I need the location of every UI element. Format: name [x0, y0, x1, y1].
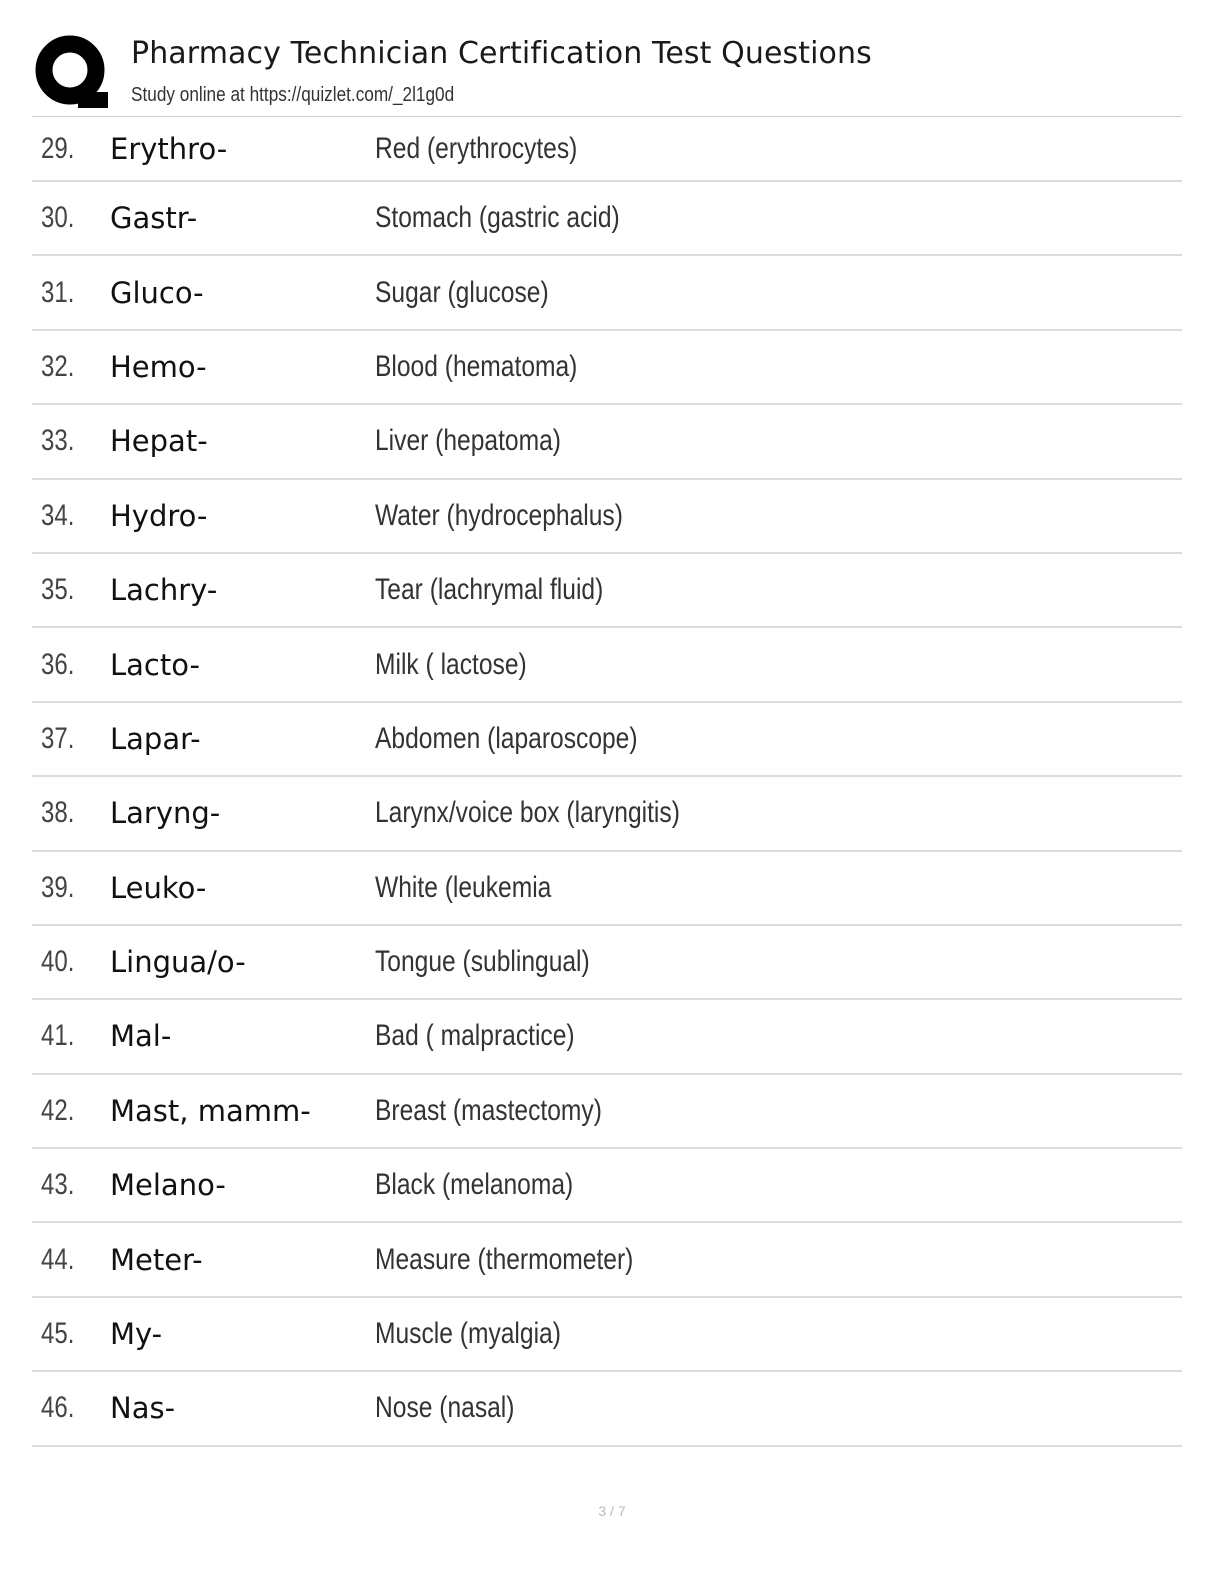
- study-online-link[interactable]: Study online at https://quizlet.com/_2l1g0d: [131, 84, 455, 106]
- card-definition: Tear (lachrymal fluid): [375, 573, 604, 607]
- card-definition: Larynx/voice box (laryngitis): [375, 796, 680, 830]
- card-term: Mal-: [110, 1019, 172, 1054]
- card-term: Hemo-: [110, 349, 207, 384]
- card-number: 44.: [41, 1242, 75, 1276]
- card-number: 32.: [41, 349, 75, 383]
- card-term: Lingua/o-: [110, 945, 246, 980]
- flashcard-row: [32, 628, 1182, 702]
- card-definition: Nose (nasal): [375, 1391, 515, 1425]
- flashcard-row: [32, 1298, 1182, 1372]
- card-term: Melano-: [110, 1168, 226, 1203]
- card-definition: Muscle (myalgia): [375, 1317, 561, 1351]
- card-term: Gastr-: [110, 201, 198, 236]
- card-term: Meter-: [110, 1242, 203, 1277]
- card-number: 33.: [41, 424, 75, 458]
- card-number: 37.: [41, 721, 75, 755]
- card-number: 30.: [41, 201, 75, 235]
- card-term: Lachry-: [110, 573, 218, 608]
- card-definition: Sugar (glucose): [375, 275, 549, 309]
- flashcard-row: [32, 117, 1182, 182]
- flashcard-row: [32, 703, 1182, 777]
- card-term: Erythro-: [110, 131, 228, 166]
- card-number: 29.: [41, 131, 75, 165]
- card-term: Gluco-: [110, 275, 204, 310]
- flashcard-list: [32, 117, 1182, 1447]
- card-number: 41.: [41, 1019, 75, 1053]
- card-number: 36.: [41, 647, 75, 681]
- flashcard-row: [32, 777, 1182, 851]
- card-term: Mast, mamm-: [110, 1093, 311, 1128]
- card-term: Lapar-: [110, 721, 201, 756]
- card-term: Hepat-: [110, 424, 208, 459]
- card-number: 31.: [41, 275, 75, 309]
- flashcard-row: [32, 1149, 1182, 1223]
- card-definition: Measure (thermometer): [375, 1242, 634, 1276]
- card-definition: Milk ( lactose): [375, 647, 527, 681]
- card-term: My-: [110, 1317, 163, 1352]
- card-definition: White (leukemia: [375, 870, 552, 904]
- card-definition: Water (hydrocephalus): [375, 498, 623, 532]
- card-number: 42.: [41, 1093, 75, 1127]
- document-title: Pharmacy Technician Certification Test Questions: [131, 36, 872, 71]
- card-definition: Red (erythrocytes): [375, 131, 578, 165]
- flashcard-row: [32, 852, 1182, 926]
- card-term: Lacto-: [110, 647, 200, 682]
- card-term: Hydro-: [110, 498, 208, 533]
- card-number: 43.: [41, 1168, 75, 1202]
- card-definition: Black (melanoma): [375, 1168, 574, 1202]
- card-number: 35.: [41, 573, 75, 607]
- flashcard-row: [32, 1372, 1182, 1446]
- page-header: [32, 30, 1182, 114]
- card-term: Nas-: [110, 1391, 176, 1426]
- flashcard-row: [32, 1075, 1182, 1149]
- card-definition: Tongue (sublingual): [375, 945, 590, 979]
- flashcard-row: [32, 480, 1182, 554]
- card-definition: Bad ( malpractice): [375, 1019, 575, 1053]
- card-number: 45.: [41, 1317, 75, 1351]
- card-definition: Stomach (gastric acid): [375, 201, 620, 235]
- card-number: 39.: [41, 870, 75, 904]
- card-definition: Liver (hepatoma): [375, 424, 561, 458]
- card-definition: Blood (hematoma): [375, 349, 578, 383]
- card-number: 38.: [41, 796, 75, 830]
- card-definition: Abdomen (laparoscope): [375, 721, 638, 755]
- card-term: Leuko-: [110, 870, 207, 905]
- flashcard-row: [32, 1000, 1182, 1074]
- card-definition: Breast (mastectomy): [375, 1093, 602, 1127]
- flashcard-row: [32, 554, 1182, 628]
- card-number: 46.: [41, 1391, 75, 1425]
- card-number: 40.: [41, 945, 75, 979]
- flashcard-row: [32, 182, 1182, 256]
- quizlet-q-logo-icon: [34, 34, 110, 110]
- card-number: 34.: [41, 498, 75, 532]
- flashcard-row: [32, 405, 1182, 479]
- page-number: 3 / 7: [598, 1503, 626, 1519]
- flashcard-row: [32, 331, 1182, 405]
- card-term: Laryng-: [110, 796, 221, 831]
- flashcard-row: [32, 256, 1182, 330]
- flashcard-row: [32, 926, 1182, 1000]
- flashcard-row: [32, 1223, 1182, 1297]
